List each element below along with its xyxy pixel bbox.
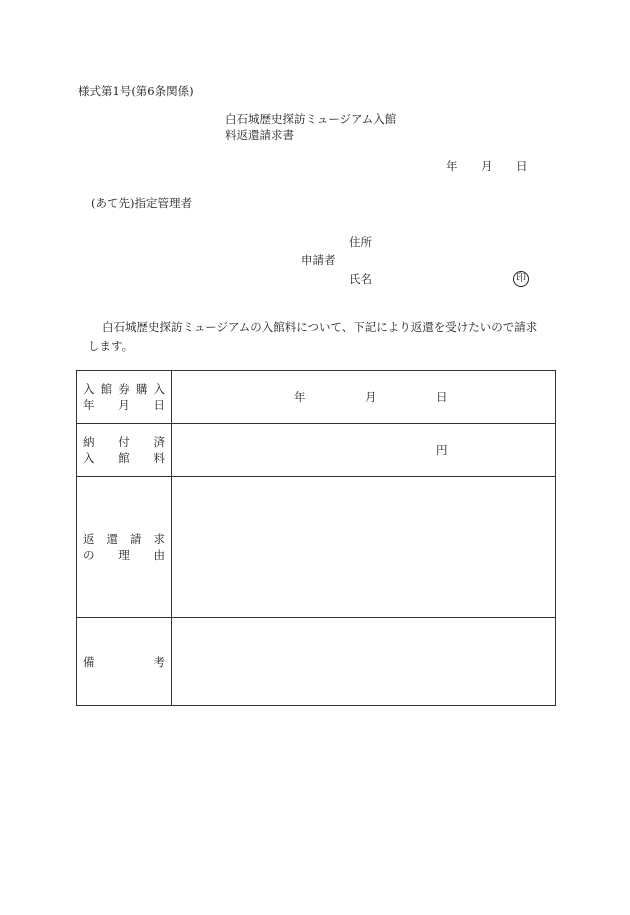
- form-number: 様式第1号(第6条関係): [78, 84, 194, 98]
- request-statement: [88, 318, 558, 356]
- refund-reason-field[interactable]: [172, 477, 556, 618]
- date-year-label: 年: [446, 159, 458, 173]
- paid-fee-label: 納 付 済 入 館 料: [77, 424, 172, 477]
- date-month-label: 月: [481, 159, 493, 173]
- statement-line-1: 白石城歴史探訪ミュージアムの入館料について、下記により返還を受けたいので請求: [102, 320, 538, 334]
- document-title: [225, 111, 396, 143]
- purchase-day-unit: 日: [436, 390, 448, 404]
- paid-fee-field[interactable]: [172, 424, 556, 477]
- purchase-month-unit: 月: [365, 390, 377, 404]
- yen-unit: 円: [436, 443, 448, 457]
- table-row: [77, 477, 556, 618]
- title-line-1: 白石城歴史探訪ミュージアム入館: [225, 112, 397, 126]
- seal-mark: 印: [513, 271, 529, 287]
- purchase-date-label: 入 館 券 購 入 年 月 日: [77, 371, 172, 424]
- date-day-label: 日: [516, 159, 528, 173]
- table-row: [77, 618, 556, 706]
- table-row: [77, 424, 556, 477]
- applicant-label: 申請者: [301, 253, 336, 267]
- remarks-label: 備 考: [77, 618, 172, 706]
- purchase-date-field[interactable]: [172, 371, 556, 424]
- refund-reason-label: 返 還 請 求 の 理 由: [77, 477, 172, 618]
- remarks-field[interactable]: [172, 618, 556, 706]
- addressee: (あて先)指定管理者: [91, 196, 192, 210]
- name-label: 氏名: [349, 272, 372, 286]
- address-label: 住所: [349, 235, 372, 249]
- table-row: [77, 371, 556, 424]
- purchase-year-unit: 年: [294, 390, 306, 404]
- title-line-2: 料返還請求書: [225, 128, 294, 142]
- refund-form-table: [76, 370, 556, 706]
- statement-line-2: します。: [88, 339, 134, 353]
